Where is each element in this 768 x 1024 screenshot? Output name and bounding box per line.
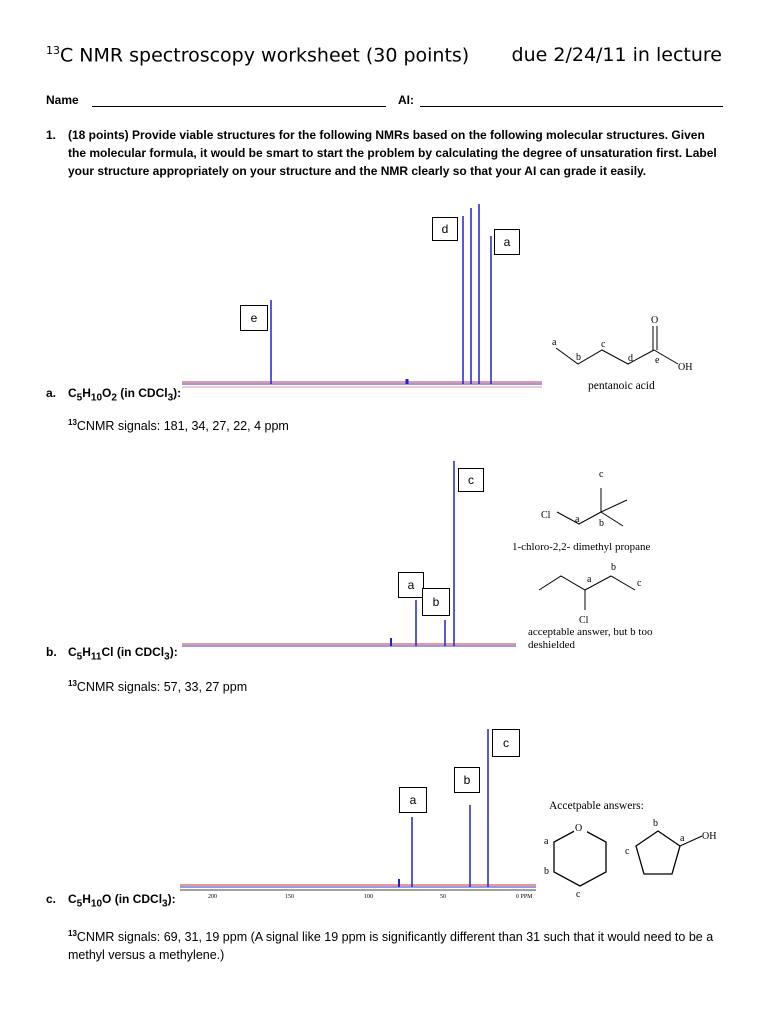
- peak-label-b: b: [454, 767, 480, 793]
- atom-label-o: O: [651, 315, 659, 326]
- atom-label-b: b: [599, 518, 604, 529]
- part-b-letter: b.: [46, 645, 57, 659]
- peak-label-a: a: [494, 229, 520, 255]
- part-b-formula: $C_5H_{11}Cl$ (in CDCl$_3$):: [68, 645, 178, 663]
- structure-alternative-b: [535, 558, 675, 628]
- atom-label-a: a: [587, 574, 592, 585]
- atom-label-b: b: [611, 562, 616, 573]
- axis-tick-50: 50: [440, 894, 446, 900]
- question-1: [46, 126, 726, 180]
- page-title: $^{13}$C NMR spectroscopy worksheet (30 points): [46, 44, 470, 67]
- due-date: due 2/24/11 in lecture: [511, 44, 722, 66]
- atom-label-b: b: [576, 352, 581, 363]
- atom-label-b: b: [544, 866, 549, 877]
- axis-tick-200: 200: [208, 894, 217, 900]
- atom-label-a: a: [575, 514, 580, 525]
- atom-label-cl: Cl: [541, 510, 551, 521]
- part-b-signals: $^{13}$CNMR signals: 57, 33, 27 ppm: [68, 679, 248, 695]
- atom-label-d: d: [628, 353, 633, 364]
- peak-label-c: c: [492, 729, 520, 757]
- atom-label-c: c: [637, 578, 642, 589]
- atom-label-c: c: [601, 339, 606, 350]
- axis-tick-150: 150: [285, 894, 294, 900]
- atom-label-o: O: [575, 823, 583, 834]
- question-text: (18 points) Provide viable structures for the following NMRs based on the following molecular structures. Given the molecular formula, it would be smart to start the problem by calculating the degree of unsaturation first. Label your structure appropriately on your structure and the NMR clearly so that your AI can grade it easily.: [68, 128, 717, 178]
- answers-label-c: Accetpable answers:: [549, 800, 644, 812]
- spectrum-c: [178, 725, 540, 905]
- part-c-letter: c.: [46, 892, 57, 906]
- part-c-signals: $^{13}$CNMR signals: 69, 31, 19 ppm (A signal like 19 ppm is significantly different than 31 such that it would need to be a methyl versus a methylene.): [68, 929, 714, 963]
- name-label: Name: [46, 93, 79, 107]
- structure-pentanoic-acid: [540, 310, 710, 380]
- question-number: 1.: [46, 128, 57, 142]
- atom-label-c: c: [576, 889, 581, 900]
- atom-label-e: e: [655, 355, 660, 366]
- peak-label-e: e: [240, 305, 268, 331]
- atom-label-a: a: [544, 836, 549, 847]
- note-b: acceptable answer, but b too deshielded: [528, 626, 653, 651]
- part-a-formula: $C_5H_{10}O_2$ (in CDCl$_3$):: [68, 386, 182, 404]
- ai-field[interactable]: [420, 106, 723, 107]
- atom-label-cl: Cl: [579, 615, 589, 626]
- peak-label-b: b: [422, 588, 450, 616]
- axis-tick-100: 100: [364, 894, 373, 900]
- peak-label-a: a: [398, 572, 424, 598]
- part-c-formula: $C_5H_{10}O$ (in CDCl$_3$):: [68, 892, 176, 910]
- atom-label-a: a: [680, 833, 685, 844]
- structures-c: [536, 814, 746, 904]
- cyclopentanol-ring: [636, 831, 680, 874]
- atom-label-c: c: [599, 469, 604, 480]
- name-field[interactable]: [92, 106, 386, 107]
- part-a-letter: a.: [46, 386, 57, 400]
- structure-1-chloro-2-2-dimethyl-propane: [535, 462, 675, 542]
- peak-label-c: c: [458, 468, 484, 492]
- tetrahydropyran-ring: [554, 828, 606, 886]
- atom-label-oh: OH: [678, 362, 693, 373]
- peak-label-d: d: [432, 217, 458, 241]
- structure-name-a: pentanoic acid: [588, 380, 655, 392]
- part-a-signals: $^{13}$CNMR signals: 181, 34, 27, 22, 4 ppm: [68, 418, 289, 434]
- atom-label-c: c: [625, 846, 630, 857]
- peak-label-a: a: [399, 787, 427, 813]
- atom-label-b: b: [653, 818, 658, 829]
- ai-label: AI:: [398, 93, 414, 107]
- atom-label-oh: OH: [702, 831, 717, 842]
- atom-label-a: a: [552, 337, 557, 348]
- axis-tick-0: 0 PPM: [516, 894, 533, 900]
- spectrum-a: [180, 198, 544, 394]
- structure-name-b: 1-chloro-2,2- dimethyl propane: [512, 541, 651, 553]
